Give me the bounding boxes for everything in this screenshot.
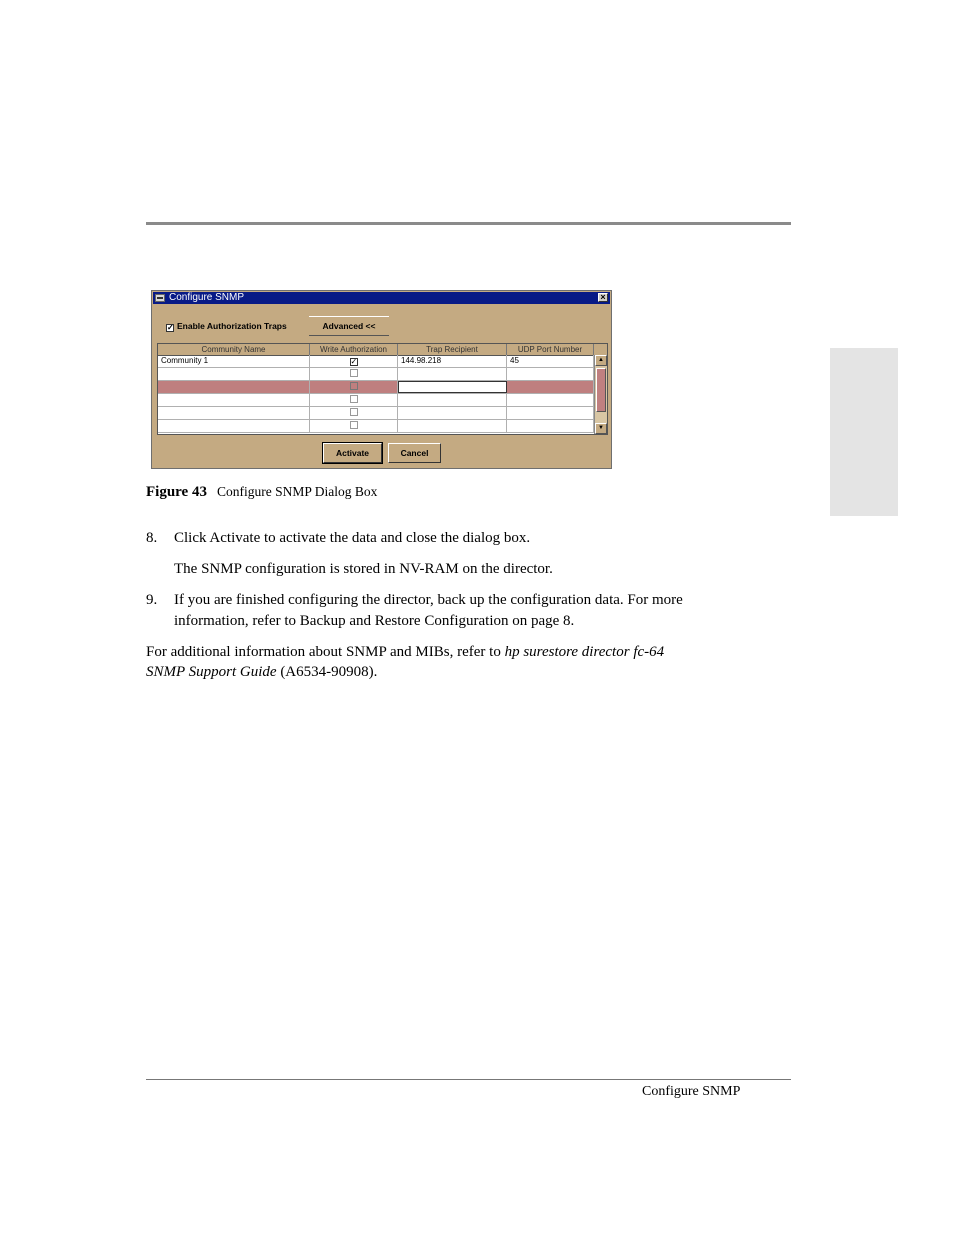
chapter-tab (830, 348, 898, 516)
port-cell[interactable] (507, 407, 594, 419)
figure-label: Figure 43 (146, 484, 207, 500)
write-auth-cell[interactable] (310, 407, 398, 419)
check-icon[interactable]: ✓ (350, 357, 358, 366)
port-cell[interactable]: 45 (507, 355, 594, 367)
title-bar (153, 292, 610, 304)
checkbox-icon[interactable] (350, 369, 358, 377)
footer-rule (146, 1079, 791, 1080)
table-row-selected[interactable] (158, 381, 594, 394)
additional-info-line2 (146, 662, 377, 683)
write-auth-cell[interactable] (310, 368, 398, 380)
vertical-scrollbar[interactable] (594, 355, 607, 434)
activate-button[interactable]: Activate (323, 443, 382, 463)
port-cell[interactable] (507, 420, 594, 432)
trap-cell[interactable] (398, 394, 507, 406)
footer-section-title: Configure SNMP (642, 1084, 741, 1099)
write-auth-cell[interactable] (310, 420, 398, 432)
additional-suffix: (A6534-90908). (276, 664, 378, 680)
column-header[interactable]: Write Authorization (310, 344, 398, 355)
figure-caption (146, 484, 377, 501)
step-text-line: If you are finished configuring the director, back up the configuration data. For more (174, 592, 683, 608)
column-header[interactable]: Community Name (158, 344, 310, 355)
enable-traps-checkbox[interactable] (166, 321, 287, 332)
guide-title-part1: hp surestore director fc-64 (504, 644, 665, 660)
checkbox-icon[interactable] (350, 421, 358, 429)
additional-info-line1 (146, 642, 664, 663)
community-table (157, 343, 608, 435)
advanced-button[interactable]: Advanced << (309, 316, 389, 336)
trap-cell[interactable] (398, 420, 507, 432)
column-header[interactable]: Trap Recipient (398, 344, 507, 355)
community-cell[interactable] (158, 394, 310, 406)
enable-traps-label: Enable Authorization Traps (177, 321, 287, 331)
port-cell[interactable] (507, 381, 594, 393)
guide-title-part2: SNMP Support Guide (146, 664, 277, 680)
figure-title: Configure SNMP Dialog Box (216, 484, 378, 499)
scroll-up-icon[interactable]: ▲ (595, 355, 607, 366)
cancel-button[interactable]: Cancel (388, 443, 441, 463)
community-cell[interactable] (158, 420, 310, 432)
table-row[interactable] (158, 368, 594, 381)
scroll-thumb[interactable] (596, 368, 606, 412)
step-number: 8. (146, 530, 158, 546)
configure-snmp-dialog (151, 290, 612, 469)
port-cell[interactable] (507, 368, 594, 380)
table-row[interactable] (158, 355, 594, 368)
step-note: The SNMP configuration is stored in NV-RAM on the director. (174, 561, 553, 577)
step-text: Click Activate to activate the data and close the dialog box. (174, 530, 531, 546)
table-row[interactable] (158, 407, 594, 420)
check-icon[interactable]: ✓ (167, 323, 174, 332)
port-cell[interactable] (507, 394, 594, 406)
step-number: 9. (146, 592, 158, 608)
table-row[interactable] (158, 394, 594, 407)
dialog-title: Configure SNMP (169, 292, 245, 303)
trap-cell[interactable]: 144.98.218 (398, 355, 507, 367)
additional-prefix: For additional information about SNMP and MIBs, refer to (146, 644, 505, 660)
step-text-line: information, refer to Backup and Restore Configuration on page 8. (174, 613, 575, 629)
checkbox-icon[interactable] (350, 408, 358, 416)
community-cell[interactable] (158, 381, 310, 393)
write-auth-cell[interactable] (310, 381, 398, 393)
trap-cell[interactable] (398, 407, 507, 419)
community-cell[interactable] (158, 407, 310, 419)
trap-cell[interactable] (398, 368, 507, 380)
window-icon (155, 294, 165, 302)
community-cell[interactable]: Community 1 (158, 355, 310, 367)
checkbox-icon[interactable] (350, 395, 358, 403)
checkbox-icon[interactable] (350, 382, 358, 390)
write-auth-cell[interactable] (310, 394, 398, 406)
community-cell[interactable] (158, 368, 310, 380)
table-row[interactable] (158, 420, 594, 433)
header-rule (146, 222, 791, 225)
scroll-down-icon[interactable]: ▼ (595, 423, 607, 434)
close-icon[interactable]: × (598, 293, 608, 302)
trap-input[interactable] (398, 381, 507, 393)
column-header[interactable]: UDP Port Number (507, 344, 594, 355)
write-auth-cell[interactable] (310, 355, 398, 367)
